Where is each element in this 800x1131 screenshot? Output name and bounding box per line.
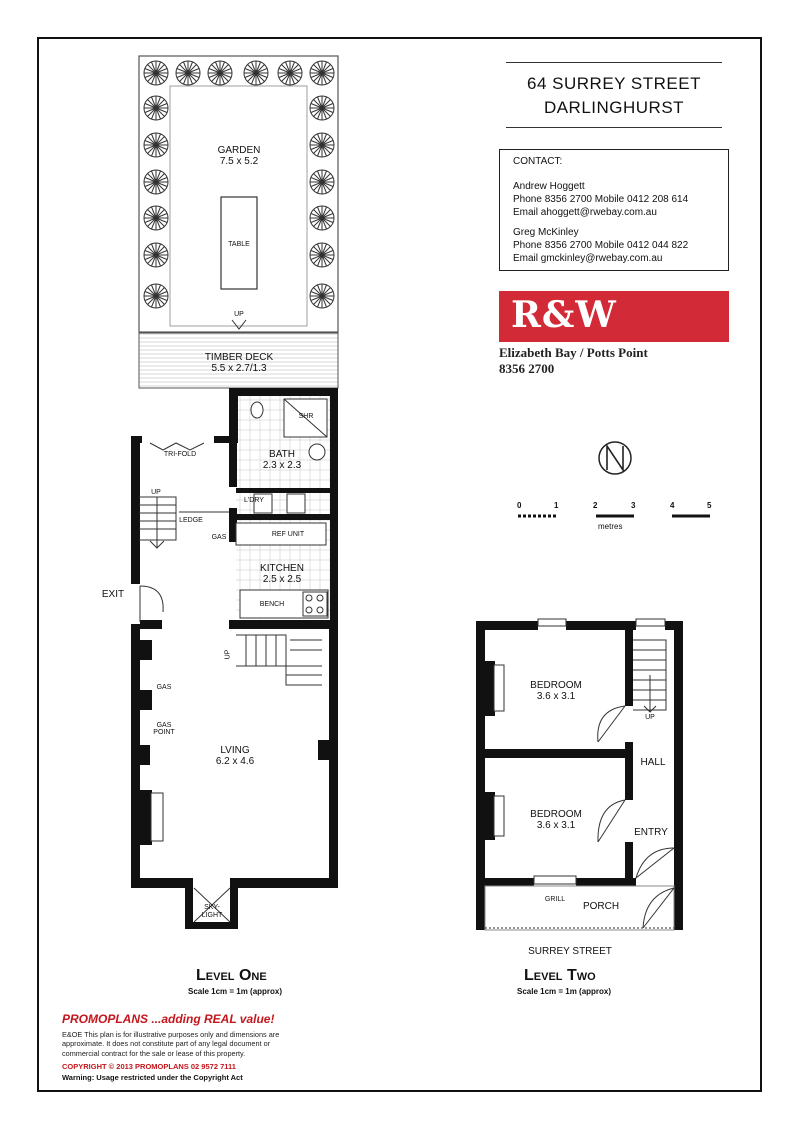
- scale-unit: metres: [598, 522, 623, 531]
- agent-name: Greg McKinley: [513, 227, 579, 238]
- table-label: TABLE: [228, 241, 250, 248]
- agent-email[interactable]: Email ahoggett@rwebay.com.au: [513, 207, 657, 218]
- contact-heading: CONTACT:: [513, 156, 563, 167]
- warning-text: Warning: Usage restricted under the Copyright Act: [62, 1073, 243, 1082]
- street-label: SURREY STREET: [528, 946, 612, 957]
- room-name: BEDROOM: [530, 809, 582, 820]
- level-two-walls: [476, 621, 683, 930]
- exit-label: EXIT: [101, 589, 125, 600]
- room-size: 5.5 x 2.7/1.3: [211, 363, 267, 374]
- room-name: TIMBER DECK: [204, 352, 274, 363]
- brand-logo: [499, 291, 729, 342]
- address-line-1: 64 SURREY STREET: [527, 74, 701, 93]
- level-two-scale: Scale 1cm = 1m (approx): [517, 987, 612, 996]
- north-compass-icon: [599, 442, 631, 474]
- up-label: UP: [645, 714, 655, 721]
- room-size: 2.3 x 2.3: [262, 460, 302, 471]
- ref-unit-label: REF UNIT: [271, 531, 305, 538]
- trifold-label: TRI-FOLD: [163, 451, 197, 458]
- level-one-scale: Scale 1cm = 1m (approx): [188, 987, 283, 996]
- scale-tick: 1: [554, 501, 559, 510]
- room-name: ENTRY: [634, 827, 668, 838]
- address-rule-top: [506, 62, 722, 63]
- address-rule-bottom: [506, 127, 722, 128]
- level-one-title: Level One: [196, 967, 267, 984]
- gas-point-label: GAS POINT: [153, 722, 175, 736]
- gas-label: GAS: [156, 684, 172, 691]
- contact-box: [499, 149, 729, 271]
- agent-email[interactable]: Email gmckinley@rwebay.com.au: [513, 253, 663, 264]
- scale-tick: 2: [593, 501, 598, 510]
- up-label: UP: [151, 489, 161, 496]
- level-two-title: Level Two: [524, 967, 596, 984]
- agent-name: Andrew Hoggett: [513, 181, 585, 192]
- scale-tick: 4: [670, 501, 675, 510]
- room-size: 6.2 x 4.6: [215, 756, 255, 767]
- room-size: 3.6 x 3.1: [536, 820, 576, 831]
- room-size: 2.5 x 2.5: [262, 574, 302, 585]
- shower-label: SHR: [298, 413, 314, 420]
- room-name: PORCH: [582, 901, 620, 912]
- up-label: UP: [224, 649, 232, 660]
- office-name: Elizabeth Bay / Potts Point: [499, 345, 648, 360]
- address-line-2: DARLINGHURST: [543, 98, 685, 117]
- disclaimer-text: E&OE This plan is for illustrative purposes only and dimensions are approximate. It does not constitute part of any legal document or commercial contract for the sale or lease of this property.: [62, 1030, 280, 1058]
- room-size: 7.5 x 5.2: [219, 156, 259, 167]
- room-name: BEDROOM: [530, 680, 582, 691]
- room-name: GARDEN: [217, 145, 261, 156]
- gas-label: GAS: [211, 534, 227, 541]
- grill-label: GRILL: [544, 896, 566, 903]
- agent-phone: Phone 8356 2700 Mobile 0412 044 822: [513, 240, 689, 251]
- agent-phone: Phone 8356 2700 Mobile 0412 208 614: [513, 194, 689, 205]
- room-size: 3.6 x 3.1: [536, 691, 576, 702]
- office-phone: 8356 2700: [499, 361, 555, 376]
- scale-tick: 5: [707, 501, 712, 510]
- garden-area: [139, 56, 338, 332]
- room-name: BATH: [269, 449, 295, 460]
- room-name: HALL: [640, 757, 666, 768]
- scale-tick: 3: [631, 501, 636, 510]
- copyright-text: COPYRIGHT © 2013 PROMOPLANS 02 9572 7111: [62, 1062, 236, 1071]
- bench-label: BENCH: [259, 601, 285, 608]
- room-name: KITCHEN: [260, 563, 304, 574]
- logo-text: R&W: [511, 294, 617, 336]
- skylight-label: SKY-LIGHT: [201, 904, 223, 919]
- ledge-label: LEDGE: [179, 517, 203, 524]
- scale-tick: 0: [517, 501, 522, 510]
- up-label: UP: [234, 311, 244, 318]
- laundry-label: L'DRY: [244, 497, 264, 504]
- promo-tagline: PROMOPLANS ...adding REAL value!: [62, 1012, 275, 1026]
- room-name: LVING: [220, 745, 250, 756]
